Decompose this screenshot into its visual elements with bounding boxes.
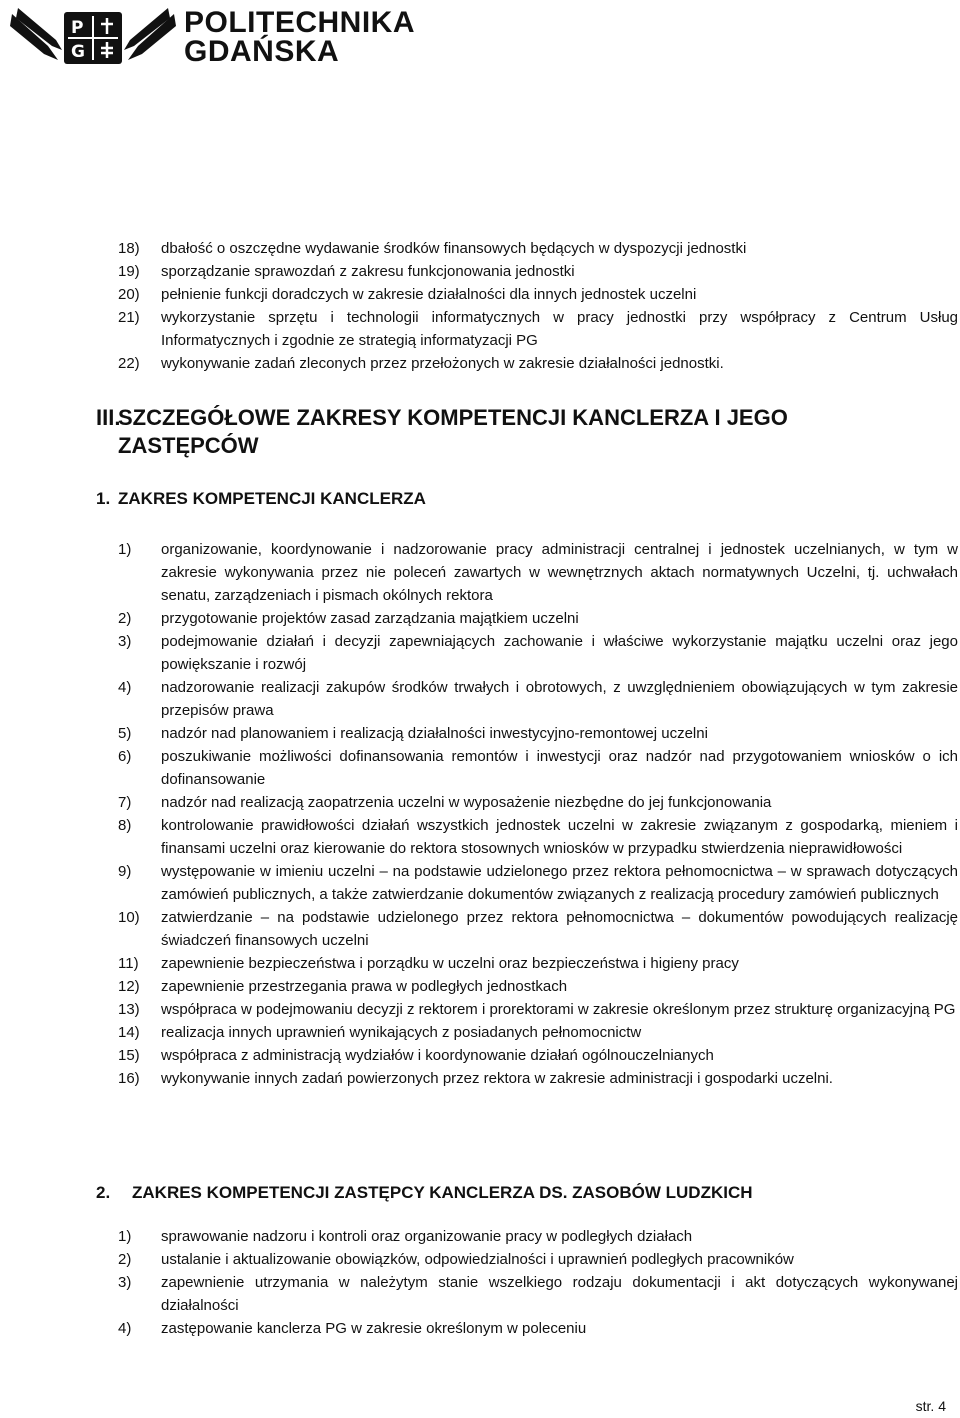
item-number: 8) [118, 817, 132, 834]
list-item [118, 791, 958, 814]
item-text: nadzór nad realizacją zaopatrzenia uczelni w wyposażenie niezbędne do jej funkcjonowania [161, 794, 772, 811]
subsection-heading [96, 1182, 753, 1204]
item-text: nadzorowanie realizacji zakupów środków trwałych i obrotowych, z uwzględnieniem obowiązujących w tym zakresie przepisów prawa [161, 679, 958, 719]
list-item [118, 1044, 958, 1067]
item-number: 6) [118, 748, 132, 765]
item-text: ustalanie i aktualizowanie obowiązków, odpowiedzialności i uprawnień podległych pracowników [161, 1251, 794, 1268]
item-number: 4) [118, 679, 132, 696]
list-item [118, 745, 958, 791]
list-item [118, 352, 958, 375]
list-item [118, 1225, 958, 1248]
item-text: zapewnienie utrzymania w należytym stanie wszelkiego rodzaju dokumentacji i akt dotyczących wykonywanej działalności [161, 1274, 958, 1314]
subsection-number: 1. [96, 489, 111, 508]
list-item [118, 814, 958, 860]
item-number: 13) [118, 1001, 140, 1018]
subsection-title: ZAKRES KOMPETENCJI KANCLERZA [118, 489, 426, 508]
item-text: podejmowanie działań i decyzji zapewniających zachowanie i właściwe wykorzystanie majątku uczelni oraz jego powiększanie i rozwój [161, 633, 958, 673]
item-text: kontrolowanie prawidłowości działań wszystkich jednostek uczelni w zakresie związanym z gospodarką, mieniem i finansami uczelni oraz kierowanie do rektora stosownych wniosków w przypadku stwierdzenia nieprawidłowości [161, 817, 958, 857]
item-number: 5) [118, 725, 132, 742]
item-number: 7) [118, 794, 132, 811]
item-text: realizacja innych uprawnień wynikających z posiadanych pełnomocnictw [161, 1024, 642, 1041]
list-item [118, 306, 958, 352]
emblem-letter-g: G [71, 42, 85, 62]
emblem-letter-p: P [71, 18, 84, 38]
list-item [118, 283, 958, 306]
item-number: 16) [118, 1070, 140, 1087]
item-number: 1) [118, 541, 132, 558]
list-item [118, 1248, 958, 1271]
item-text: wykonywanie innych zadań powierzonych przez rektora w zakresie administracji i gospodarki uczelni. [161, 1070, 833, 1087]
subsection-heading [96, 488, 426, 510]
item-text: zastępowanie kanclerza PG w zakresie określonym w poleceniu [161, 1320, 587, 1337]
deputy-duties-list [118, 1225, 958, 1340]
item-text: współpraca z administracją wydziałów i koordynowanie działań ogólnouczelnianych [161, 1047, 714, 1064]
item-text: organizowanie, koordynowanie i nadzorowanie pracy administracji centralnej i jednostek uczelnianych, w tym w zakresie wykonywania przez nie poleceń zawartych w wewnętrznych aktach normatywnych Uczelni, tj. uchwałach senatu, zarządzeniach i pismach okólnych rektora [161, 541, 958, 604]
subsection-title: ZAKRES KOMPETENCJI ZASTĘPCY KANCLERZA DS. ZASOBÓW LUDZKICH [132, 1183, 753, 1202]
item-text: dbałość o oszczędne wydawanie środków finansowych będących w dyspozycji jednostki [161, 240, 747, 257]
item-number: 3) [118, 1274, 132, 1291]
section-number: III. [96, 405, 121, 430]
list-item [118, 538, 958, 607]
list-item [118, 1021, 958, 1044]
item-number: 4) [118, 1320, 132, 1337]
section-title: SZCZEGÓŁOWE ZAKRESY KOMPETENCJI KANCLERZA I JEGO ZASTĘPCÓW [118, 405, 788, 458]
list-item [118, 676, 958, 722]
list-item [118, 975, 958, 998]
list-item [118, 906, 958, 952]
item-number: 14) [118, 1024, 140, 1041]
item-text: zapewnienie bezpieczeństwa i porządku w uczelni oraz bezpieczeństwa i higieny pracy [161, 955, 739, 972]
item-text: sporządzanie sprawozdań z zakresu funkcjonowania jednostki [161, 263, 575, 280]
item-number: 18) [118, 240, 140, 257]
list-item [118, 952, 958, 975]
item-number: 15) [118, 1047, 140, 1064]
brand-name-line2: GDAŃSKA [184, 35, 340, 68]
item-number: 10) [118, 909, 140, 926]
item-text: wykonywanie zadań zleconych przez przełożonych w zakresie działalności jednostki. [161, 355, 724, 372]
item-text: nadzór nad planowaniem i realizacją działalności inwestycyjno-remontowej uczelni [161, 725, 708, 742]
item-number: 9) [118, 863, 132, 880]
item-number: 19) [118, 263, 140, 280]
item-number: 2) [118, 1251, 132, 1268]
duties-list-continued [118, 237, 958, 375]
list-item [118, 630, 958, 676]
item-number: 1) [118, 1228, 132, 1245]
item-text: występowanie w imieniu uczelni – na podstawie udzielonego przez rektora pełnomocnictwa – w sprawach dotyczących zamówień publicznych, a także zatwierdzanie dokumentów związanych z realizacją procedury zamówień publicznych [161, 863, 958, 903]
list-item [118, 998, 958, 1021]
list-item [118, 607, 958, 630]
list-item [118, 1067, 958, 1090]
item-number: 2) [118, 610, 132, 627]
item-text: poszukiwanie możliwości dofinansowania remontów i inwestycji oraz nadzór nad przygotowaniem wniosków o ich dofinansowanie [161, 748, 958, 788]
item-text: pełnienie funkcji doradczych w zakresie działalności dla innych jednostek uczelni [161, 286, 697, 303]
university-logo [8, 4, 428, 68]
item-text: przygotowanie projektów zasad zarządzania majątkiem uczelni [161, 610, 579, 627]
chancellor-duties-list [118, 538, 958, 1090]
university-emblem-icon [8, 4, 178, 68]
item-text: zapewnienie przestrzegania prawa w podległych jednostkach [161, 978, 568, 995]
list-item [118, 1271, 958, 1317]
list-item [118, 860, 958, 906]
item-text: wykorzystanie sprzętu i technologii informatycznych w pracy jednostki przy współpracy z Centrum Usług Informatycznych i zgodnie ze strategią informatyzacji PG [161, 309, 958, 349]
list-item [118, 260, 958, 283]
list-item [118, 722, 958, 745]
item-number: 3) [118, 633, 132, 650]
item-number: 11) [118, 955, 139, 972]
item-text: sprawowanie nadzoru i kontroli oraz organizowanie pracy w podległych działach [161, 1228, 693, 1245]
item-text: zatwierdzanie – na podstawie udzielonego przez rektora pełnomocnictwa – dokumentów powodujących realizację świadczeń finansowych uczelni [161, 909, 958, 949]
item-number: 20) [118, 286, 140, 303]
item-number: 12) [118, 978, 140, 995]
brand-name-line1: POLITECHNIKA [184, 6, 415, 39]
list-item [118, 1317, 958, 1340]
item-number: 22) [118, 355, 140, 372]
item-number: 21) [118, 309, 140, 326]
section-heading [96, 404, 856, 458]
subsection-number: 2. [96, 1183, 111, 1202]
page-number: str. 4 [915, 1398, 946, 1414]
item-text: współpraca w podejmowaniu decyzji z rektorem i prorektorami w zakresie określonym przez strukturę organizacyjną PG [161, 1001, 956, 1018]
list-item [118, 237, 958, 260]
